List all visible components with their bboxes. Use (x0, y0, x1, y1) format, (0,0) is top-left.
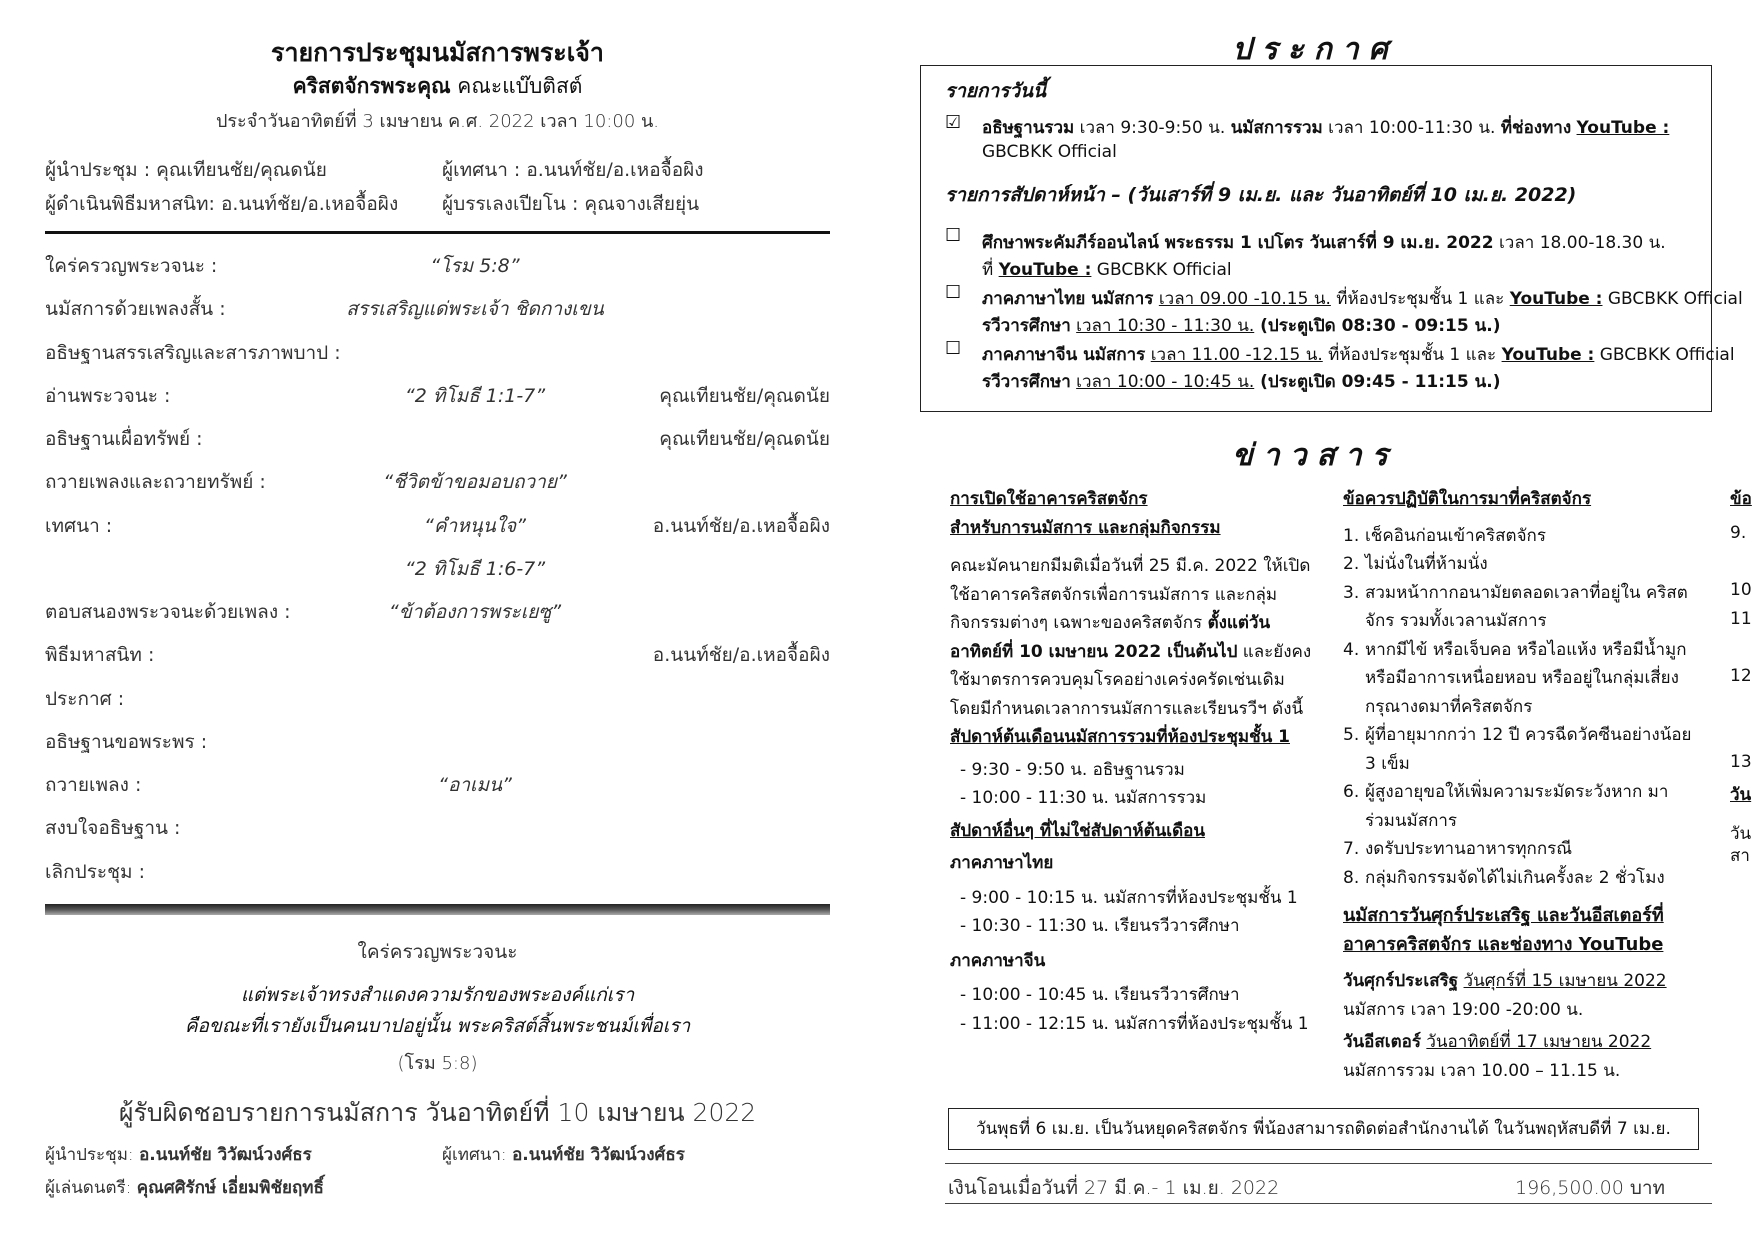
order-row (45, 251, 830, 281)
next-preacher (442, 1141, 685, 1168)
order-detail: “2 ทิโมธี 1:6-7” (404, 558, 546, 580)
news-column-building (950, 485, 1320, 1038)
youtube-link[interactable]: YouTube : (1509, 289, 1603, 309)
checkbox-icon: ☐ (945, 225, 962, 246)
cutoff-heading: ข้อ (1730, 489, 1752, 509)
youtube-link[interactable]: YouTube : (1576, 118, 1670, 138)
divider (945, 1163, 1712, 1164)
guideline-item (1343, 835, 1693, 864)
cutoff-text: วัน (1730, 824, 1752, 844)
thai-service-channel: GBCBKK Official (1602, 289, 1743, 309)
next-leader-name: อ.นนท์ชัย วิวัฒน์วงศ์ธร (139, 1145, 312, 1165)
cutoff-text: สา (1730, 846, 1750, 866)
today-label: รายการวันนี้ (945, 80, 1047, 102)
building-text: ใช้มาตรการควบคุมโรคอย่างเคร่งครัดเช่นเดิม (950, 670, 1285, 690)
next-musician-label: ผู้เล่นดนตรี: (45, 1178, 132, 1198)
communion-leader-info: ผู้ดำเนินพิธีมหาสนิท: อ.นนท์ชัย/อ.เหอจื้อผิง (45, 193, 399, 215)
first-week-item: - 10:00 - 11:30 น. นมัสการรวม (960, 788, 1207, 808)
building-text: คณะมัคนายกมีมติเมื่อวันที่ 25 มี.ค. 2022 ให้เปิด (950, 556, 1311, 576)
guideline-number: 6. (1343, 782, 1360, 802)
bible-study-channel-name: GBCBKK Official (1091, 260, 1232, 280)
good-friday-line (1343, 967, 1693, 996)
good-friday-label: วันศุกร์ประเสริฐ (1343, 971, 1459, 991)
guideline-text: ผู้ที่อายุมากกว่า 12 ปี ควรฉีดวัคซีนอย่างน้อย 3 เข็ม (1365, 725, 1692, 774)
order-row (45, 640, 830, 670)
transfer-amount: 196,500.00 บาท (1515, 1177, 1666, 1199)
announcements-heading: ประกาศ (1232, 32, 1398, 67)
order-row (45, 511, 830, 541)
easter-label: วันอีสเตอร์ (1343, 1032, 1421, 1052)
guideline-text: เช็คอินก่อนเข้าคริสตจักร (1365, 525, 1546, 546)
today-worship: นมัสการรวม (1230, 118, 1323, 138)
order-item: สงบใจอธิษฐาน : (45, 817, 181, 839)
guideline-item (1343, 778, 1693, 835)
easter-date: วันอาทิตย์ที่ 17 เมษายน 2022 (1426, 1032, 1652, 1052)
chinese-service-title: ภาคภาษาจีน นมัสการ (982, 345, 1146, 365)
building-text-bold: ตั้งแต่วัน (1207, 613, 1271, 633)
cutoff-number: 10 (1730, 580, 1752, 600)
today-worship-time: เวลา 10:00-11:30 น. (1322, 118, 1501, 138)
date-line: ประจำวันอาทิตย์ที่ 3 เมษายน ค.ศ. 2022 เวลา 10:00 น. (215, 111, 660, 132)
holiday-note: วันพุธที่ 6 เม.ย. เป็นวันหยุดคริสตจักร พี่น้องสามารถติดต่อสำนักงานได้ ในวันพฤหัสบดีที่ 7 เม.ย. (948, 1108, 1699, 1150)
bible-study-line (982, 229, 1666, 256)
order-detail: “อาเมน” (438, 774, 512, 796)
order-detail: “ข้าต้องการพระเยซู” (388, 601, 562, 623)
cutoff-number: 11 (1730, 609, 1752, 629)
order-item: ถวายเพลง : (45, 774, 142, 796)
guideline-item (1343, 550, 1693, 579)
guideline-item (1343, 721, 1693, 778)
bulletin-title: รายการประชุมนมัสการพระเจ้า (271, 38, 604, 67)
chinese-sunday-school-line (982, 368, 1500, 395)
guideline-item (1343, 864, 1693, 893)
order-row (45, 813, 830, 843)
guideline-number: 7. (1343, 839, 1360, 859)
bible-study-time: เวลา 18.00-18.30 น. (1493, 233, 1666, 253)
chinese-service-line (982, 341, 1735, 368)
order-item: ใคร่ครวญพระวจนะ : (45, 255, 218, 277)
cutoff-number: 13 (1730, 752, 1752, 772)
guideline-number: 3. (1343, 582, 1360, 603)
building-text-part: และยังคง (1237, 641, 1312, 662)
guideline-item (1343, 522, 1693, 551)
today-prayer: อธิษฐานรวม (982, 118, 1075, 138)
news-heading: ข่าวสาร (1232, 438, 1398, 473)
chinese-service-place: ที่ห้องประชุมชั้น 1 และ (1322, 345, 1502, 365)
order-item: อธิษฐานเผื่อทรัพย์ : (45, 428, 203, 450)
order-row (45, 684, 830, 714)
divider (945, 1203, 1712, 1204)
order-row (45, 597, 830, 627)
guideline-item (1343, 636, 1693, 722)
next-week-title: ผู้รับผิดชอบรายการนมัสการ วันอาทิตย์ที่ 10 เมษายน 2022 (118, 1098, 757, 1127)
bible-study-title: ศึกษาพระคัมภีร์ออนไลน์ พระธรรม 1 เปโตร วันเสาร์ที่ 9 เม.ย. 2022 (982, 233, 1494, 253)
sunday-school-time: เวลา 10:30 - 11:30 น. (1076, 316, 1255, 336)
order-row (45, 554, 830, 584)
building-text-part: กิจกรรมต่างๆ เฉพาะของคริสตจักร (950, 613, 1208, 633)
thai-service-line (982, 285, 1743, 312)
transfer-label: เงินโอนเมื่อวันที่ 27 มี.ค.- 1 เม.ย. 2022 (948, 1177, 1280, 1199)
news-column-cutoff (1730, 485, 1754, 885)
leader-info: ผู้นำประชุม : คุณเทียนชัย/คุณดนัย (45, 159, 327, 181)
thick-divider (45, 904, 830, 915)
easter-heading-1: นมัสการวันศุกร์ประเสริฐ และวันอีสเตอร์ที่ (1343, 905, 1664, 926)
verse-line-2: คือขณะที่เรายังเป็นคนบาปอยู่นั้น พระคริสต์สิ้นพระชนม์เพื่อเรา (184, 1015, 691, 1037)
next-leader-label: ผู้นำประชุม: (45, 1145, 134, 1165)
building-text (950, 638, 1320, 667)
news-column-guidelines (1343, 485, 1693, 1085)
order-detail: “คำหนุนใจ” (424, 515, 526, 537)
good-friday-time: นมัสการ เวลา 19:00 -20:00 น. (1343, 999, 1584, 1020)
sunday-school-time: เวลา 10:00 - 10:45 น. (1076, 372, 1255, 392)
left-page (0, 0, 870, 1241)
order-person: อ.นนท์ชัย/อ.เหอจื้อผิง (652, 644, 830, 666)
next-preacher-label: ผู้เทศนา: (442, 1145, 507, 1165)
easter-heading-2: อาคารคริสตจักร และช่องทาง YouTube (1343, 933, 1664, 955)
chinese-service-time: เวลา 11.00 -12.15 น. (1150, 345, 1323, 365)
next-week-label: รายการสัปดาห์หน้า – (วันเสาร์ที่ 9 เม.ย. และ วันอาทิตย์ที่ 10 เม.ย. 2022) (945, 184, 1577, 206)
building-heading-2: สำหรับการนมัสการ และกลุ่มกิจกรรม (950, 517, 1221, 538)
order-item: อธิษฐานสรรเสริญและสารภาพบาป : (45, 342, 341, 364)
guideline-number: 4. (1343, 639, 1360, 660)
guidelines-heading: ข้อควรปฏิบัติในการมาที่คริสตจักร (1343, 489, 1592, 509)
order-item: เทศนา : (45, 515, 113, 537)
church-name-rest: คณะแบ๊บติสต์ (457, 74, 583, 98)
guideline-number: 5. (1343, 725, 1360, 745)
next-preacher-name: อ.นนท์ชัย วิวัฒน์วงศ์ธร (512, 1145, 685, 1165)
church-name-bold: คริสตจักรพระคุณ (292, 74, 451, 98)
order-row (45, 857, 830, 887)
guideline-item (1343, 579, 1693, 636)
building-text: ใช้อาคารคริสตจักรเพื่อการนมัสการ และกลุ่ม (950, 584, 1278, 605)
order-item: นมัสการด้วยเพลงสั้น : (45, 298, 226, 320)
order-row (45, 727, 830, 757)
today-prayer-time: เวลา 9:30-9:50 น. (1074, 118, 1231, 138)
thai-service-place: ที่ห้องประชุมชั้น 1 และ (1330, 289, 1510, 309)
easter-line (1343, 1028, 1693, 1057)
today-line (982, 114, 1669, 141)
guideline-number: 2. (1343, 554, 1360, 574)
order-item: พิธีมหาสนิท : (45, 644, 155, 666)
order-row (45, 338, 830, 368)
building-heading-1: การเปิดใช้อาคารคริสตจักร (950, 489, 1148, 509)
order-item: ประกาศ : (45, 688, 125, 710)
chinese-item: - 10:00 - 10:45 น. เรียนรวีวารศึกษา (960, 985, 1240, 1005)
guideline-number: 8. (1343, 867, 1360, 888)
next-musician-name: คุณศศิรักษ์ เอี่ยมพิชัยฤทธิ์ (136, 1178, 324, 1198)
building-text (950, 609, 1320, 638)
order-row (45, 381, 830, 411)
youtube-link[interactable]: YouTube : (998, 260, 1092, 280)
verse-reference: (โรม 5:8) (397, 1053, 478, 1074)
cutoff-number: 9. (1730, 523, 1747, 543)
divider (45, 231, 830, 234)
order-item: ถวายเพลงและถวายทรัพย์ : (45, 471, 266, 493)
guideline-text: ไม่นั่งในที่ห้ามนั่ง (1365, 554, 1488, 574)
sunday-school-label: รวีวารศึกษา (982, 372, 1071, 392)
checkbox-icon: ☐ (945, 338, 962, 359)
door-open-time: (ประตูเปิด 08:30 - 09:15 น.) (1254, 316, 1501, 336)
sunday-school-label: รวีวารศึกษา (982, 316, 1071, 336)
guideline-number: 1. (1343, 525, 1360, 546)
cutoff-number: 12 (1730, 666, 1752, 686)
order-item: ตอบสนองพระวจนะด้วยเพลง : (45, 601, 291, 623)
pianist-info: ผู้บรรเลงเปียโน : คุณจางเสียยุ่น (442, 193, 700, 215)
guideline-text: หากมีไข้ หรือเจ็บคอ หรือไอแห้ง หรือมีน้ำมูก หรือมีอาการเหนื่อยหอบ หรืออยู่ในกลุ่มเสี่ยง กรุณางดมาที่คริสตจักร (1365, 639, 1687, 717)
thai-service-time: เวลา 09.00 -10.15 น. (1158, 289, 1331, 309)
today-channel-label: ที่ช่องทาง (1500, 118, 1572, 138)
order-row (45, 424, 830, 454)
order-detail: “ชีวิตข้าขอมอบถวาย” (383, 471, 567, 493)
building-text-bold: อาทิตย์ที่ 10 เมษายน 2022 เป็นต้นไป (950, 641, 1238, 662)
order-detail: สรรเสริญแด่พระเจ้า ชิดกางเขน (346, 298, 604, 320)
today-channel: GBCBKK Official (982, 142, 1117, 162)
next-musician (45, 1174, 324, 1201)
first-week-heading: สัปดาห์ต้นเดือนนมัสการรวมที่ห้องประชุมชั้น 1 (950, 727, 1290, 747)
thai-item: - 9:00 - 10:15 น. นมัสการที่ห้องประชุมชั้น 1 (960, 887, 1298, 908)
thai-sunday-school-line (982, 312, 1500, 339)
other-weeks-heading: สัปดาห์อื่นๆ ที่ไม่ใช่สัปดาห์ต้นเดือน (950, 820, 1205, 841)
order-row (45, 770, 830, 800)
bible-study-where: ที่ (982, 260, 999, 280)
order-person: อ.นนท์ชัย/อ.เหอจื้อผิง (652, 515, 830, 537)
order-row (45, 294, 830, 324)
order-row (45, 467, 830, 497)
bible-study-channel (982, 256, 1232, 283)
cutoff-heading: วัน (1730, 785, 1752, 805)
chinese-section-label: ภาคภาษาจีน (950, 950, 1046, 971)
guideline-text: กลุ่มกิจกรรมจัดได้ไม่เกินครั้งละ 2 ชั่วโมง (1365, 867, 1665, 888)
verse-line-1: แต่พระเจ้าทรงสำแดงความรักของพระองค์แก่เรา (240, 984, 635, 1006)
chinese-item: - 11:00 - 12:15 น. นมัสการที่ห้องประชุมชั้น 1 (960, 1013, 1309, 1034)
order-item: เลิกประชุม : (45, 861, 145, 883)
door-open-time: (ประตูเปิด 09:45 - 11:15 น.) (1254, 372, 1501, 392)
easter-time: นมัสการรวม เวลา 10.00 – 11.15 น. (1343, 1060, 1621, 1081)
thai-service-title: ภาคภาษาไทย นมัสการ (982, 289, 1154, 309)
next-leader (45, 1141, 312, 1168)
church-name (45, 70, 830, 103)
guideline-text: สวมหน้ากากอนามัยตลอดเวลาที่อยู่ใน คริสตจักร รวมทั้งเวลานมัสการ (1365, 582, 1688, 631)
checked-box-icon: ☑ (945, 112, 962, 133)
order-item: อธิษฐานขอพระพร : (45, 731, 208, 753)
checkbox-icon: ☐ (945, 282, 962, 303)
thai-item: - 10:30 - 11:30 น. เรียนรวีวารศึกษา (960, 916, 1240, 936)
preacher-info: ผู้เทศนา : อ.นนท์ชัย/อ.เหอจื้อผิง (442, 159, 704, 181)
good-friday-date: วันศุกร์ที่ 15 เมษายน 2022 (1463, 971, 1667, 991)
chinese-service-channel: GBCBKK Official (1594, 345, 1735, 365)
thai-section-label: ภาคภาษาไทย (950, 853, 1054, 873)
order-person: คุณเทียนชัย/คุณดนัย (659, 385, 830, 407)
building-text: โดยมีกำหนดเวลาการนมัสการและเรียนรวีฯ ดังนี้ (950, 698, 1304, 719)
order-detail: “โรม 5:8” (430, 255, 520, 277)
order-person: คุณเทียนชัย/คุณดนัย (659, 428, 830, 450)
guideline-text: ผู้สูงอายุขอให้เพิ่มความระมัดระวังหาก มาร่วมนมัสการ (1365, 782, 1669, 831)
guideline-text: งดรับประทานอาหารทุกกรณี (1365, 839, 1573, 859)
meditation-title: ใคร่ครวญพระวจนะ (357, 941, 518, 963)
order-detail: “2 ทิโมธี 1:1-7” (404, 385, 546, 407)
youtube-link[interactable]: YouTube : (1501, 345, 1595, 365)
first-week-item: - 9:30 - 9:50 น. อธิษฐานรวม (960, 759, 1185, 780)
order-item: อ่านพระวจนะ : (45, 385, 171, 407)
